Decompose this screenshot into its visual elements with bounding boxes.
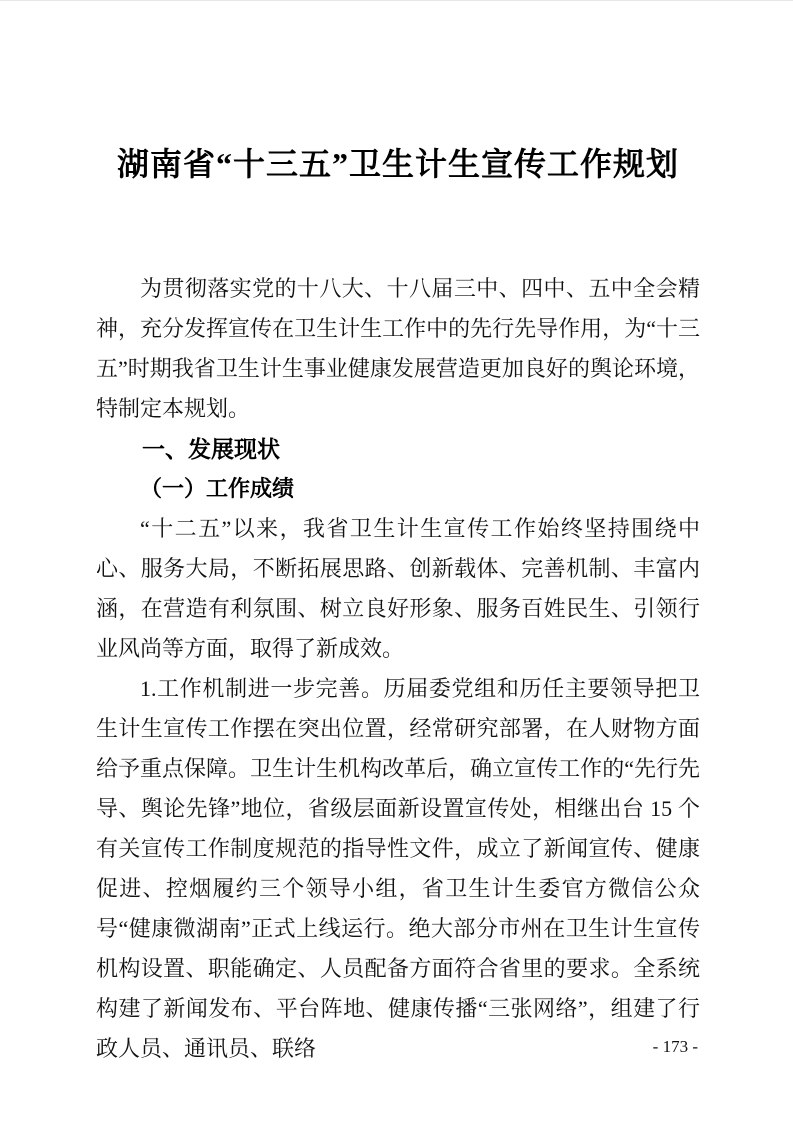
paragraph-intro: 为贯彻落实党的十八大、十八届三中、四中、五中全会精神，充分发挥宣传在卫生计生工作中的先行先导作用，为“十三五”时期我省卫生计生事业健康发展营造更加良好的舆论环境，特制定本规划。 xyxy=(96,276,700,421)
document-title: 湖南省“十三五”卫生计生宣传工作规划 xyxy=(116,146,679,182)
page-number: - 173 - xyxy=(652,1037,698,1056)
document-content xyxy=(96,1,700,1069)
subsection-heading-work-achievements: （一）工作成绩 xyxy=(140,476,295,501)
paragraph-work-mechanism: 1.工作机制进一步完善。历届委党组和历任主要领导把卫生计生宣传工作摆在突出位置，经常研究部署，在人财物方面给予重点保障。卫生计生机构改革后，确立宣传工作的“先行先导、舆论先锋”地位，省级层面新设置宣传处，相继出台 15 个有关宣传工作制度规范的指导性文件，成立了新闻宣传、健康促进、控烟履约三个领导小组，省卫生计生委官方微信公众号“健康微湖南”正式上线运行。绝大部分市州在卫生计生宣传机构设置、职能确定、人员配备方面符合省里的要求。全系统构建了新闻发布、平台阵地、健康传播“三张网络”，组建了行政人员、通讯员、联络 xyxy=(96,676,700,1061)
section-heading-development-status: 一、发展现状 xyxy=(142,436,280,462)
paragraph-achievements-overview: “十二五”以来，我省卫生计生宣传工作始终坚持围绕中心、服务大局，不断拓展思路、创新载体、完善机制、丰富内涵，在营造有利氛围、树立良好形象、服务百姓民生、引领行业风尚等方面，取得了新成效。 xyxy=(96,516,700,661)
